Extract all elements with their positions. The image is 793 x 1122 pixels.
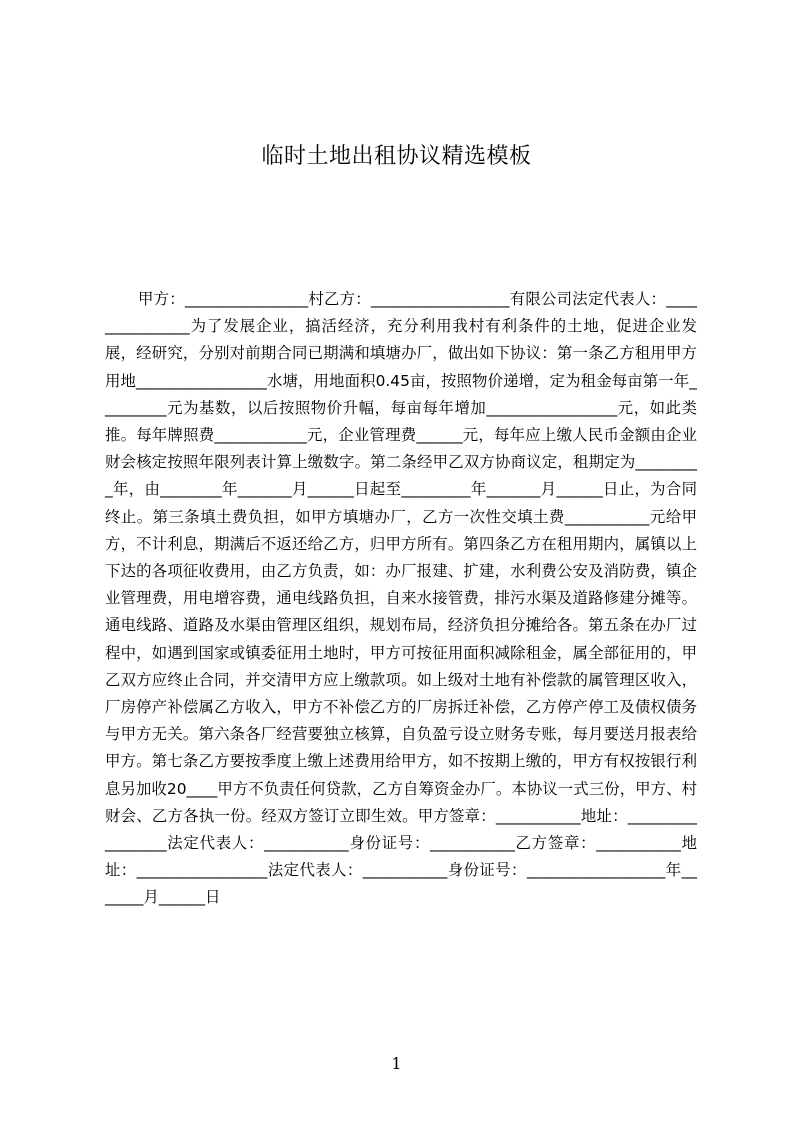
page-title: 临时土地出租协议精选模板 bbox=[261, 144, 532, 169]
agreement-body-text: 甲方：________________村乙方：__________________有限公司法定代表人：_______________为了发展企业，搞活经济，充分利用我村有利条件的土地，促进企业发展，经研究，分别对前期合同已期满和填塘办厂，做出如下协议：第一条乙方租用甲方用地_________________水塘，用地面积0.45亩，按照物价递增，定为租金每亩第一年_________元为基数，以后按照物价升幅，每亩每年增加_________________元，如此类推。每年牌照费____________元，企业管理费______元，每年应上缴人民币金额由企业财会核定按照年限列表计算上缴数字。第二条经甲乙双方协商议定，租期定为_________年，由________年_______月______日起至_________年_______月______日止，为合同终止。第三条填土费负担，如甲方填塘办厂，乙方一次性交填土费___________元给甲方，不计利息，期满后不返还给乙方，归甲方所有。第四条乙方在租用期内，属镇以上下达的各项征收费用，由乙方负责，如：办厂报建、扩建，水利费公安及消防费，镇企业管理费，用电增容费，通电线路负担，自来水接管费，排污水渠及道路修建分摊等。通电线路、道路及水渠由管理区组织，规划布局，经济负担分摊给各。第五条在办厂过程中，如遇到国家或镇委征用土地时，甲方可按征用面积减除租金，属全部征用的，甲乙双方应终止合同，并交清甲方应上缴款项。如上级对土地有补偿款的属管理区收入，厂房停产补偿属乙方收入，甲方不补偿乙方的厂房拆迁补偿，乙方停产停工及债权债务与甲方无关。第六条各厂经营要独立核算，自负盈亏设立财务专账，每月要送月报表给甲方。第七条乙方要按季度上缴上述费用给甲方，如不按期上缴的，甲方有权按银行利息另加收20____甲方不负责任何贷款，乙方自筹资金办厂。本协议一式三份，甲方、村财会、乙方各执一份。经双方签订立即生效。甲方签章：___________地址：_________________法定代表人：___________身份证号：___________乙方签章：___________地址：_________________法定代表人：___________身份证号：__________________年_______月______日 bbox=[105, 290, 697, 907]
page-number: 1 bbox=[391, 1054, 402, 1073]
